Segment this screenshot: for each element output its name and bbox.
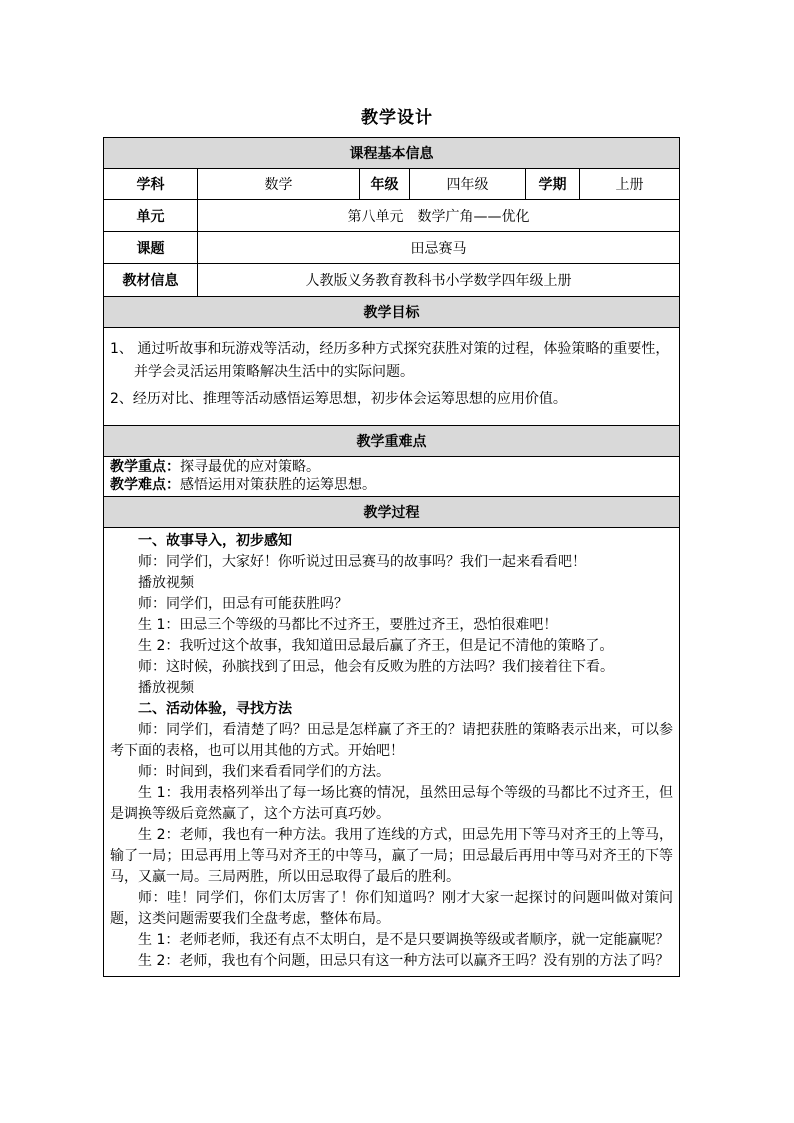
unit-value: 第八单元 数学广角——优化: [198, 200, 680, 232]
dialogue-paragraph: 播放视频: [138, 680, 194, 696]
dialogue-paragraph: 生 1：老师老师，我还有点不太明白，是不是只要调换等级或者顺序，就一定能赢呢？: [138, 932, 670, 948]
subject-value: 数学: [198, 169, 360, 200]
unit-label: 单元: [104, 200, 198, 232]
difficulty-line: [110, 476, 673, 494]
dialogue-paragraph: 师：同学们，看清楚了吗？田忌是怎样赢了齐王的？请把获胜的策略表示出来，可以参考下面的表格，也可以用其他的方式。开始吧！: [110, 722, 674, 759]
dialogue-paragraph: 生 1：田忌三个等级的马都比不过齐王，要胜过齐王，恐怕很难吧！: [138, 617, 558, 633]
dialogue-paragraph: 师：哇！同学们，你们太厉害了！你们知道吗？刚才大家一起探讨的问题叫做对策问题，这类问题需要我们全盘考虑，整体布局。: [110, 890, 674, 927]
dialogue-paragraph: 生 2：我听过这个故事，我知道田忌最后赢了齐王，但是记不清他的策略了。: [138, 638, 614, 654]
topic-value: 田忌赛马: [198, 232, 680, 264]
grade-label: 年级: [360, 169, 410, 200]
goal-item: 1、 通过听故事和玩游戏等活动，经历多种方式探究获胜对策的过程，体验策略的重要性，并学会灵活运用策略解决生活中的实际问题。: [110, 341, 670, 380]
lesson-plan-table: [103, 137, 680, 977]
key-points: [104, 457, 680, 497]
process-header: 教学过程: [104, 497, 680, 528]
dialogue-paragraph: 师：同学们，田忌有可能获胜吗？: [138, 596, 348, 612]
focus-text: 探寻最优的应对策略。: [180, 459, 320, 475]
goal-item: 2、经历对比、推理等活动感悟运筹思想，初步体会运筹思想的应用价值。: [110, 391, 567, 407]
difficulty-text: 感悟运用对策获胜的运筹思想。: [180, 477, 376, 493]
difficulty-label: 教学难点：: [110, 477, 180, 493]
topic-label: 课题: [104, 232, 198, 264]
dialogue-paragraph: 生 2：老师，我也有个问题，田忌只有这一种方法可以赢齐王吗？没有别的方法了吗？: [138, 953, 670, 969]
material-label: 教材信息: [104, 264, 198, 297]
dialogue-paragraph: 师：这时候，孙膑找到了田忌，他会有反败为胜的方法吗？我们接着往下看。: [138, 659, 614, 675]
dialogue-paragraph: 生 1：我用表格列举出了每一场比赛的情况，虽然田忌每个等级的马都比不过齐王，但是调换等级后竟然赢了，这个方法可真巧妙。: [110, 785, 674, 822]
dialogue-paragraph: 播放视频: [138, 575, 194, 591]
subject-label: 学科: [104, 169, 198, 200]
process-body: [104, 528, 680, 977]
term-value: 上册: [580, 169, 680, 200]
dialogue-paragraph: 师：时间到，我们来看看同学们的方法。: [138, 764, 390, 780]
key-points-header: 教学重难点: [104, 426, 680, 457]
focus-label: 教学重点：: [110, 459, 180, 475]
page-title: 教学设计: [361, 108, 433, 128]
goals-header: 教学目标: [104, 297, 680, 328]
goals-list: [104, 328, 680, 426]
dialogue-paragraph: 生 2：老师，我也有一种方法。我用了连线的方式，田忌先用下等马对齐王的上等马，输了一局；田忌再用上等马对齐王的中等马，赢了一局；田忌最后再用中等马对齐王的下等马，又赢一局。三局两胜，所以田忌取得了最后的胜利。: [110, 827, 674, 885]
focus-line: [110, 458, 673, 476]
term-label: 学期: [526, 169, 580, 200]
dialogue-paragraph: 师：同学们，大家好！你听说过田忌赛马的故事吗？我们一起来看看吧！: [138, 554, 586, 570]
basic-info-header: 课程基本信息: [104, 138, 680, 169]
section-heading: 一、故事导入，初步感知: [138, 533, 292, 549]
grade-value: 四年级: [410, 169, 526, 200]
material-value: 人教版义务教育教科书小学数学四年级上册: [198, 264, 680, 297]
section-heading: 二、活动体验，寻找方法: [138, 701, 292, 717]
